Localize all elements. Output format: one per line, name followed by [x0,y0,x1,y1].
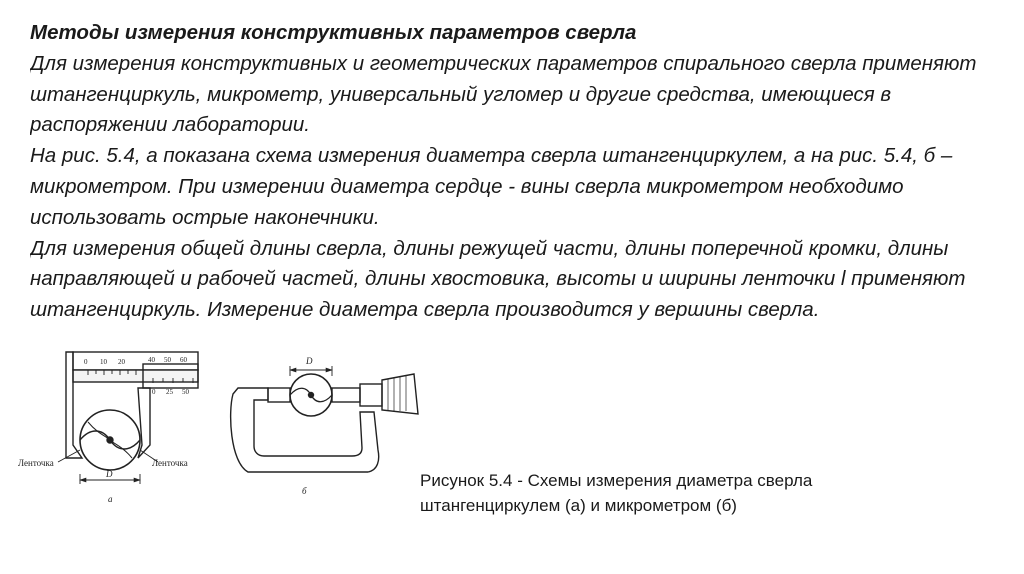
scale-top-right-50: 50 [164,356,171,364]
text-block [30,18,1005,340]
scale-bottom-right-50: 50 [182,388,189,396]
caption-line-1: Рисунок 5.4 - Схемы измерения диаметра сверла [420,471,813,490]
dimension-d-b: D [306,356,313,366]
heading: Методы измерения конструктивных параметров сверла [30,21,637,44]
paragraph-3: Для измерения общей длины сверла, длины режущей части, длины поперечной кромки, длины направляющей и рабочей частей, длины хвостовика, высоты и ширины ленточки l применяют штангенциркуль. Измерение диаметра сверла производится у вершины сверла. [30,236,966,322]
scale-top-right-60: 60 [180,356,187,364]
caption-line-2: штангенциркулем (а) и микрометром (б) [420,496,737,515]
scale-top-10: 10 [100,358,107,366]
scale-top-right-40: 40 [148,356,155,364]
figure-caliper [18,350,218,510]
figure-letter-b: б [302,486,307,496]
paragraph-2: На рис. 5.4, а показана схема измерения диаметра сверла штангенциркулем, а на рис. 5.4, б – микрометром. При измерении диаметра сердце - вины сверла микрометром необходимо использовать острые наконечники. [30,144,953,229]
figure-caption [420,468,980,518]
figure-micrometer [228,352,428,502]
scale-top-20: 20 [118,358,125,366]
figure-letter-a: а [108,494,113,504]
scale-top-0: 0 [84,358,88,366]
scale-bottom-right-25: 25 [166,388,173,396]
label-lentochka-right: Ленточка [152,458,188,468]
dimension-d-a: D [106,469,113,479]
label-lentochka-left: Ленточка [18,458,54,468]
scale-bottom-right-0: 0 [152,388,156,396]
paragraph-1: Для измерения конструктивных и геометрических параметров спирального сверла применяют штангенциркуль, микрометр, универсальный угломер и другие средства, имеющиеся в распоряжении лаборатории. [30,51,977,137]
